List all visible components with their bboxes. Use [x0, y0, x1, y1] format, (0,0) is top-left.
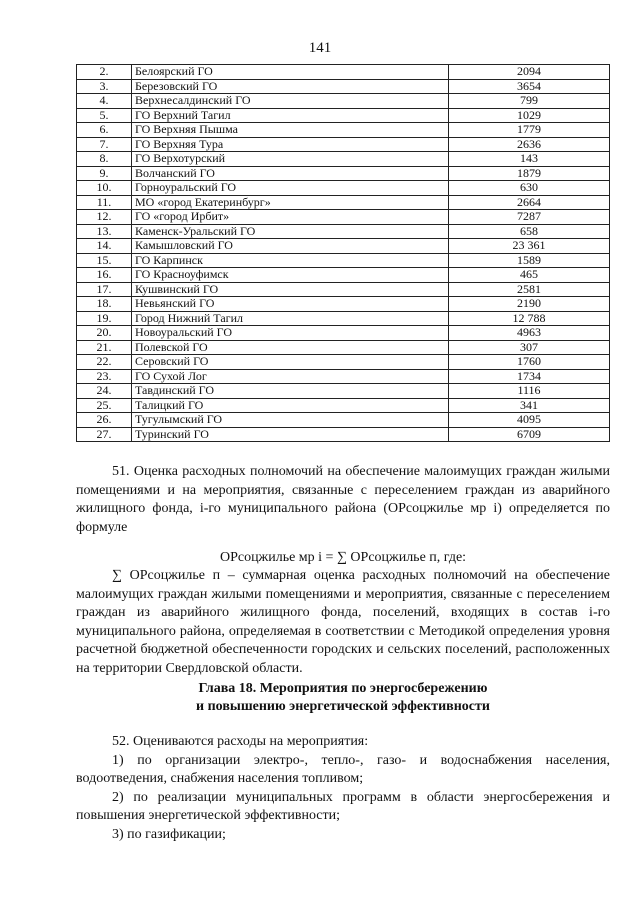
municipality-name: Камышловский ГО — [132, 239, 449, 254]
section-51-paragraph: 51. Оценка расходных полномочий на обеспечение малоимущих граждан жилыми помещениями и на мероприятия, связанные с переселением граждан из аварийного жилищного фонда, i-го муниципального района (ОРсоцжилье мр i) определяется по формуле — [76, 464, 610, 535]
row-number: 4. — [77, 94, 132, 109]
chapter-title-line-1: Глава 18. Мероприятия по энергосбережению — [198, 681, 488, 696]
municipality-name: Туринский ГО — [132, 427, 449, 442]
row-number: 19. — [77, 311, 132, 326]
municipality-name: ГО «город Ирбит» — [132, 210, 449, 225]
row-value: 1589 — [449, 253, 610, 268]
row-value: 1760 — [449, 355, 610, 370]
table-row — [77, 108, 610, 123]
section-52-intro: 52. Оцениваются расходы на мероприятия: — [112, 734, 369, 749]
table-row — [77, 210, 610, 225]
municipality-name: Серовский ГО — [132, 355, 449, 370]
municipality-name: ГО Верхняя Тура — [132, 137, 449, 152]
municipality-name: ГО Карпинск — [132, 253, 449, 268]
municipality-name: ГО Верхотурский — [132, 152, 449, 167]
table-row — [77, 123, 610, 138]
municipality-name: Белоярский ГО — [132, 65, 449, 80]
table-row — [77, 326, 610, 341]
municipality-name: ГО Сухой Лог — [132, 369, 449, 384]
row-value: 630 — [449, 181, 610, 196]
row-number: 18. — [77, 297, 132, 312]
table-row — [77, 94, 610, 109]
table-row — [77, 181, 610, 196]
row-value: 307 — [449, 340, 610, 355]
row-number: 14. — [77, 239, 132, 254]
row-number: 21. — [77, 340, 132, 355]
table-row — [77, 253, 610, 268]
row-value: 12 788 — [449, 311, 610, 326]
row-number: 22. — [77, 355, 132, 370]
row-value: 1029 — [449, 108, 610, 123]
municipality-name: Верхнесалдинский ГО — [132, 94, 449, 109]
table-row — [77, 340, 610, 355]
row-number: 12. — [77, 210, 132, 225]
row-number: 7. — [77, 137, 132, 152]
chapter-18-heading — [76, 680, 610, 716]
municipality-name: Новоуральский ГО — [132, 326, 449, 341]
chapter-title-line-2: и повышению энергетической эффективности — [196, 699, 490, 714]
table-row — [77, 369, 610, 384]
row-value: 4963 — [449, 326, 610, 341]
definition-text: ∑ ОРсоцжилье п – суммарная оценка расходных полномочий на обеспечение малоимущих граждан жилыми помещениями и мероприятия, связанные с переселением граждан из аварийного жилищного фонда, поселений, входящих в состав i-го муниципального района, определяемая в соответствии с Методикой определения уровня расчетной бюджетной обеспеченности городских и сельских поселений, расположенных на территории Свердловской области. — [76, 568, 610, 676]
row-value: 1116 — [449, 384, 610, 399]
section-52-item-2: 2) по реализации муниципальных программ в области энергосбережения и повышения энергетической эффективности; — [76, 789, 610, 823]
table-body — [77, 65, 610, 442]
row-number: 5. — [77, 108, 132, 123]
table-row — [77, 224, 610, 239]
row-value: 1779 — [449, 123, 610, 138]
municipality-name: МО «город Екатеринбург» — [132, 195, 449, 210]
municipality-name: Березовский ГО — [132, 79, 449, 94]
row-value: 2581 — [449, 282, 610, 297]
row-value: 6709 — [449, 427, 610, 442]
municipality-name: Невьянский ГО — [132, 297, 449, 312]
row-value: 465 — [449, 268, 610, 283]
table-row — [77, 79, 610, 94]
table-row — [77, 239, 610, 254]
section-52-item-3: 3) по газификации; — [112, 826, 226, 842]
section-52-item-1: 1) по организации электро-, тепло-, газо- и водоснабжения населения, водоотведения, снабжения населения топливом; — [76, 752, 610, 786]
row-value: 799 — [449, 94, 610, 109]
row-number: 8. — [77, 152, 132, 167]
table-row — [77, 398, 610, 413]
row-value: 341 — [449, 398, 610, 413]
municipalities-table — [76, 64, 610, 442]
row-number: 27. — [77, 427, 132, 442]
row-value: 143 — [449, 152, 610, 167]
row-value: 23 361 — [449, 239, 610, 254]
row-number: 26. — [77, 413, 132, 428]
table-row — [77, 311, 610, 326]
table-row — [77, 195, 610, 210]
row-number: 6. — [77, 123, 132, 138]
section-52 — [76, 733, 610, 844]
page-number: 141 — [308, 40, 332, 56]
row-number: 11. — [77, 195, 132, 210]
table-row — [77, 282, 610, 297]
municipality-name: Кушвинский ГО — [132, 282, 449, 297]
municipality-name: Волчанский ГО — [132, 166, 449, 181]
table-row — [77, 413, 610, 428]
municipality-name: Тавдинский ГО — [132, 384, 449, 399]
table-row — [77, 297, 610, 312]
row-number: 2. — [77, 65, 132, 80]
row-value: 2636 — [449, 137, 610, 152]
formula — [76, 549, 610, 568]
row-value: 2190 — [449, 297, 610, 312]
table-row — [77, 268, 610, 283]
municipality-name: Талицкий ГО — [132, 398, 449, 413]
table-row — [77, 427, 610, 442]
row-number: 20. — [77, 326, 132, 341]
row-number: 13. — [77, 224, 132, 239]
municipality-name: Полевской ГО — [132, 340, 449, 355]
row-value: 658 — [449, 224, 610, 239]
row-number: 25. — [77, 398, 132, 413]
row-value: 3654 — [449, 79, 610, 94]
row-number: 23. — [77, 369, 132, 384]
table-row — [77, 166, 610, 181]
row-value: 2664 — [449, 195, 610, 210]
row-value: 1879 — [449, 166, 610, 181]
row-number: 10. — [77, 181, 132, 196]
row-value: 7287 — [449, 210, 610, 225]
row-value: 4095 — [449, 413, 610, 428]
section-51 — [76, 463, 610, 537]
municipality-name: ГО Красноуфимск — [132, 268, 449, 283]
row-number: 3. — [77, 79, 132, 94]
row-value: 1734 — [449, 369, 610, 384]
municipality-name: ГО Верхний Тагил — [132, 108, 449, 123]
table-row — [77, 152, 610, 167]
table-row — [77, 65, 610, 80]
table-row — [77, 384, 610, 399]
formula-text: ОРсоцжилье мр i = ∑ ОРсоцжилье п, где: — [219, 550, 467, 565]
row-value: 2094 — [449, 65, 610, 80]
row-number: 16. — [77, 268, 132, 283]
table-row — [77, 137, 610, 152]
municipality-name: Каменск-Уральский ГО — [132, 224, 449, 239]
formula-definition — [76, 567, 610, 678]
row-number: 17. — [77, 282, 132, 297]
municipality-name: ГО Верхняя Пышма — [132, 123, 449, 138]
row-number: 15. — [77, 253, 132, 268]
table-row — [77, 355, 610, 370]
row-number: 9. — [77, 166, 132, 181]
row-number: 24. — [77, 384, 132, 399]
municipality-name: Горноуральский ГО — [132, 181, 449, 196]
municipality-name: Город Нижний Тагил — [132, 311, 449, 326]
municipality-name: Тугулымский ГО — [132, 413, 449, 428]
